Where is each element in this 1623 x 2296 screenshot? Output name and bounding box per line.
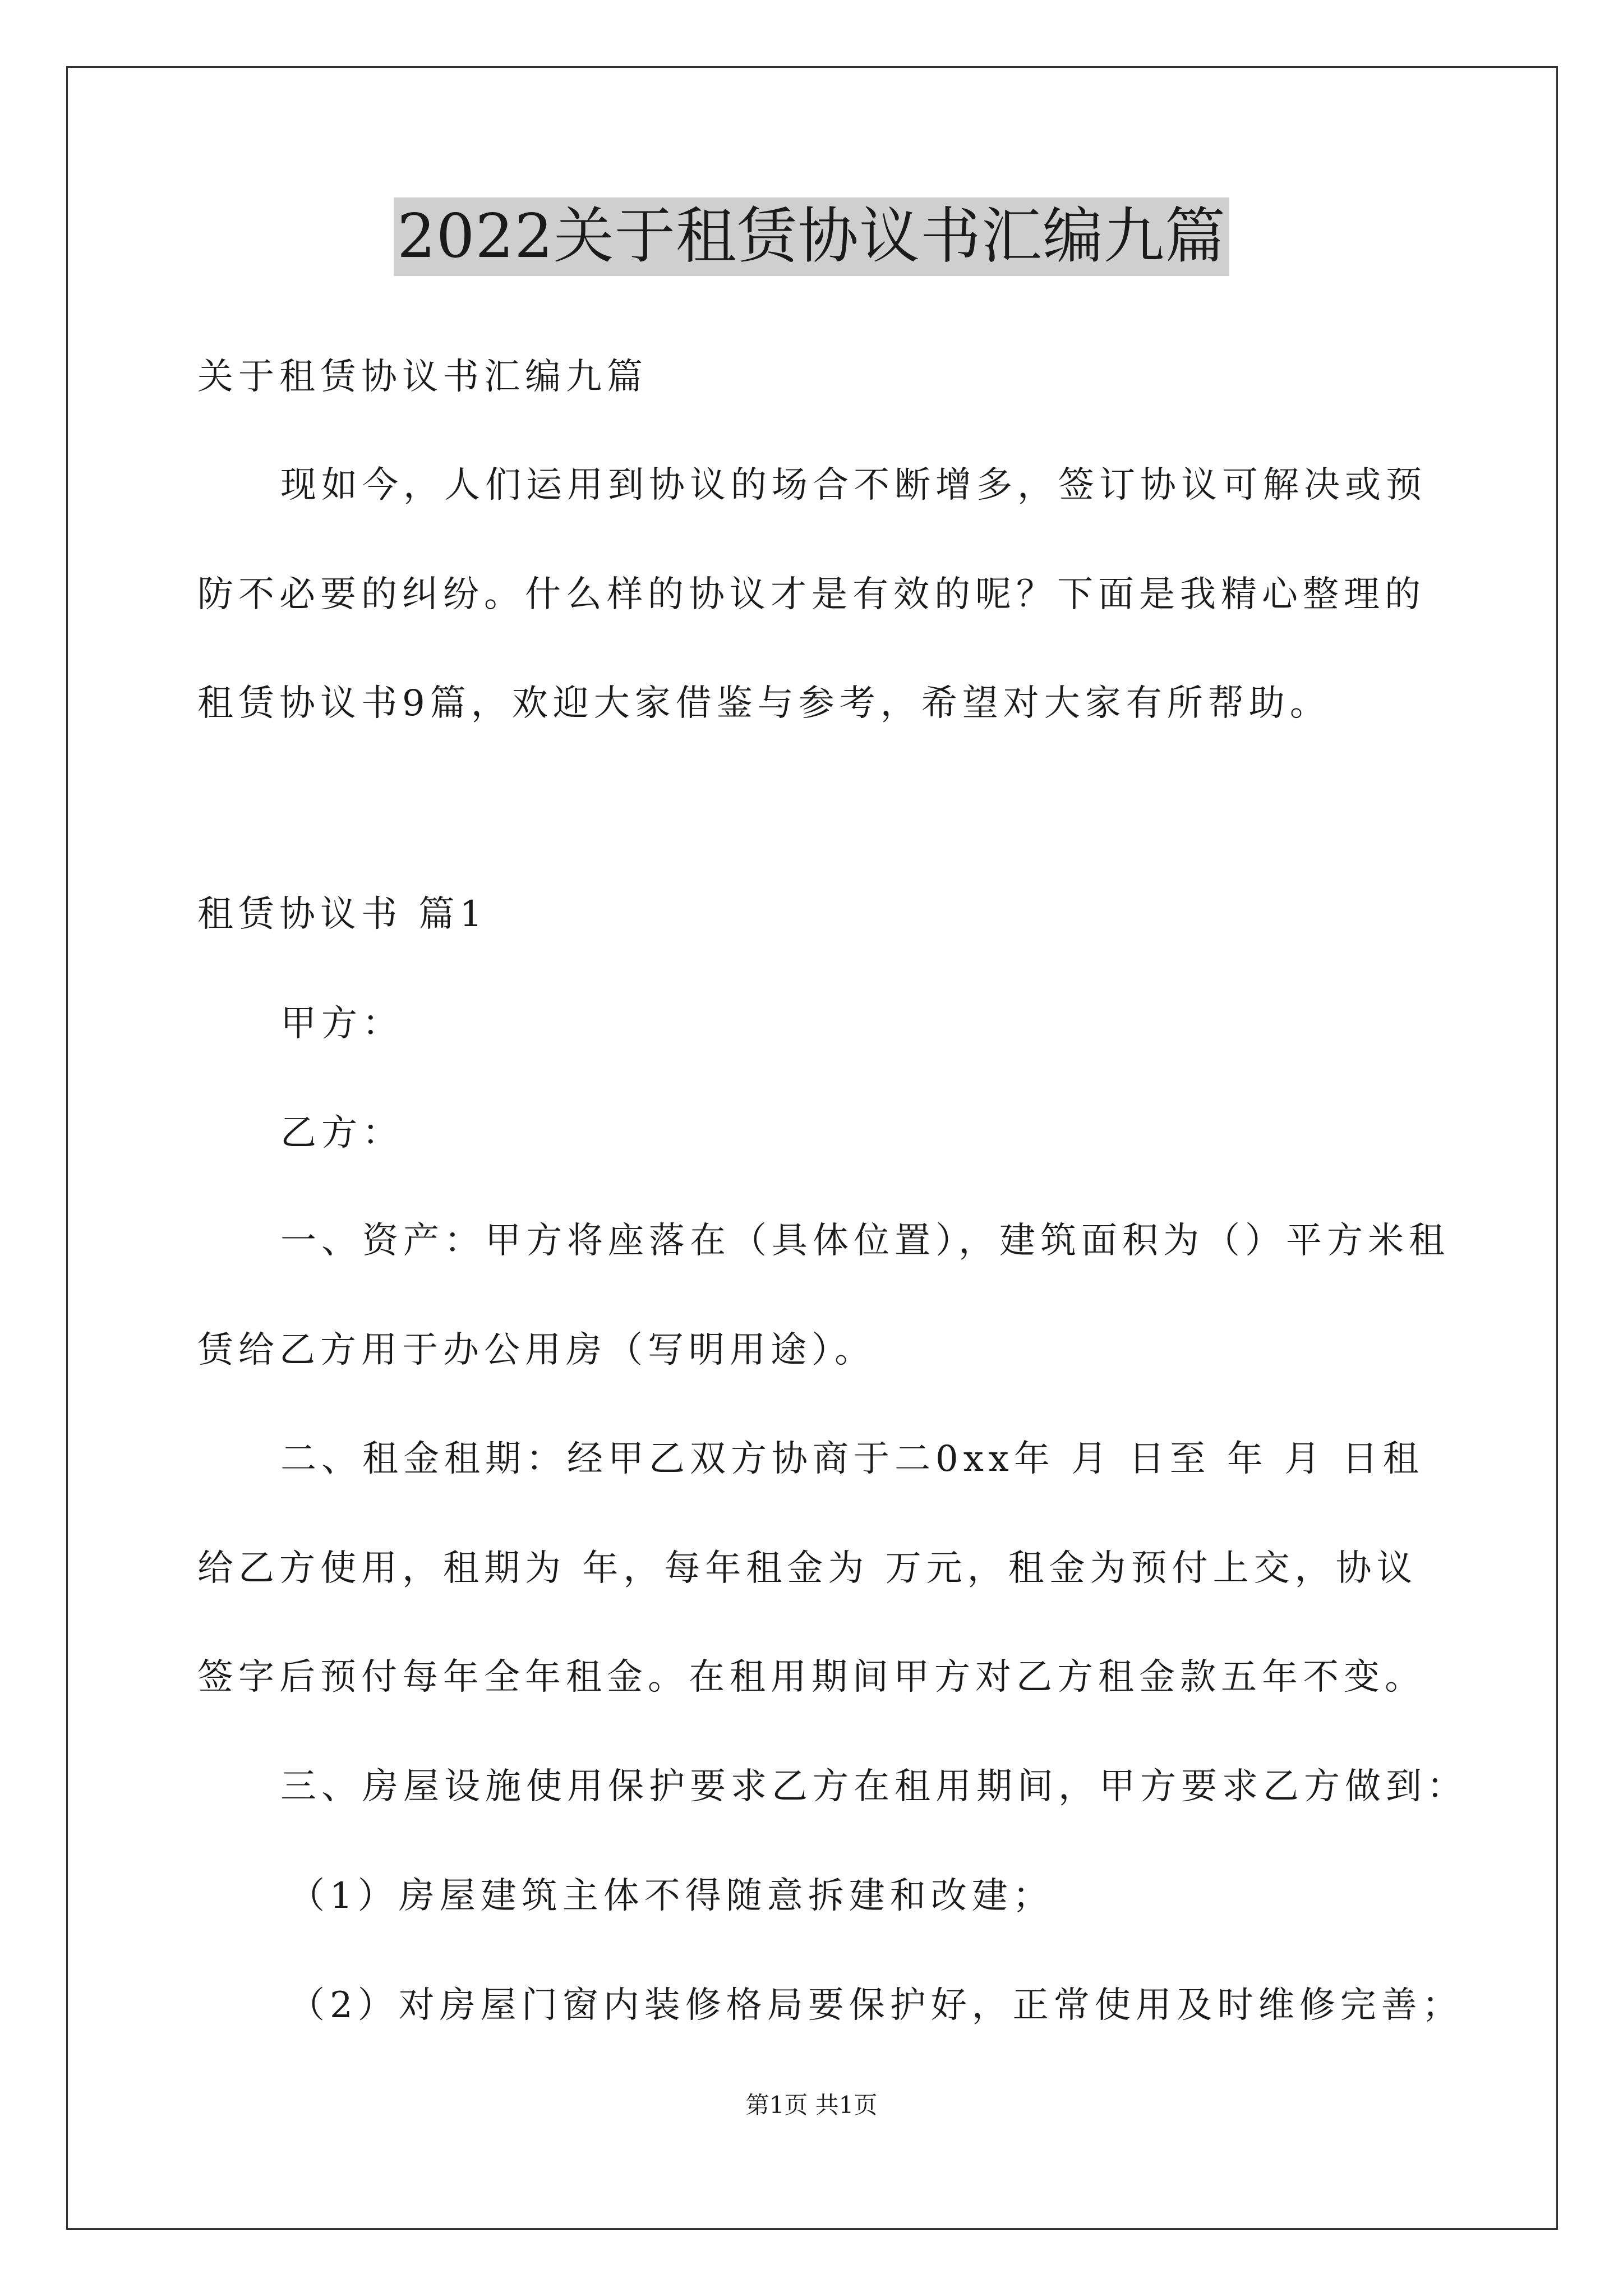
section-heading: 租赁协议书 篇1: [197, 894, 488, 935]
document-subtitle: 关于租赁协议书汇编九篇: [197, 356, 648, 398]
clause-3-item-1: （1）房屋建筑主体不得随意拆建和改建；: [289, 1875, 1054, 1917]
intro-line-3: 租赁协议书9篇，欢迎大家借鉴与参考，希望对大家有所帮助。: [197, 683, 1331, 724]
intro-line-2: 防不必要的纠纷。什么样的协议才是有效的呢？下面是我精心整理的: [197, 574, 1426, 615]
clause-3-line: 三、房屋设施使用保护要求乙方在租用期间，甲方要求乙方做到：: [280, 1766, 1468, 1807]
clause-1-line-2: 赁给乙方用于办公用房（写明用途）。: [197, 1329, 875, 1371]
clause-2-line-3: 签字后预付每年全年租金。在租用期间甲方对乙方租金款五年不变。: [197, 1657, 1426, 1698]
clause-3-item-2: （2）对房屋门窗内装修格局要保护好，正常使用及时维修完善；: [289, 1985, 1463, 2026]
intro-line-1: 现如今，人们运用到协议的场合不断增多，签订协议可解决或预: [280, 464, 1427, 506]
clause-2-line-2: 给乙方使用，租期为 年，每年租金为 万元，租金为预付上交，协议: [197, 1548, 1418, 1589]
page-footer: 第1页 共1页: [745, 2091, 878, 2119]
party-a-label: 甲方：: [280, 1003, 403, 1045]
party-b-label: 乙方：: [280, 1112, 403, 1154]
document-title: 2022关于租赁协议书汇编九篇: [394, 197, 1229, 276]
title-container: [0, 197, 1623, 276]
clause-1-line-1: 一、资产：甲方将座落在（具体位置），建筑面积为（）平方米租: [280, 1220, 1450, 1262]
clause-2-line-1: 二、租金租期：经甲乙双方协商于二0xx年 月 日至 年 月 日租: [280, 1438, 1424, 1480]
